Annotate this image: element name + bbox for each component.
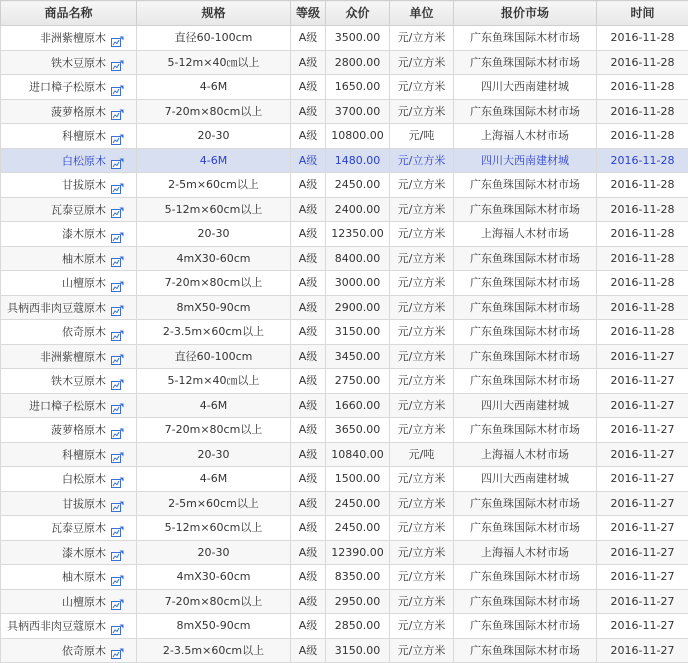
price-cell: 8350.00 — [326, 565, 390, 590]
spec-cell: 4-6M — [137, 467, 291, 492]
market-cell: 广东鱼珠国际木材市场 — [454, 418, 597, 443]
product-name[interactable]: 山檀原木 — [62, 595, 106, 608]
unit-cell: 元/立方米 — [390, 173, 454, 198]
price-cell: 2950.00 — [326, 589, 390, 614]
market-cell: 广东鱼珠国际木材市场 — [454, 638, 597, 663]
market-cell: 广东鱼珠国际木材市场 — [454, 50, 597, 75]
header-price[interactable]: 众价 — [326, 1, 390, 26]
product-name[interactable]: 白松原木 — [62, 473, 106, 486]
product-name[interactable]: 瓦泰豆原木 — [51, 203, 106, 216]
market-cell: 广东鱼珠国际木材市场 — [454, 589, 597, 614]
table-row[interactable] — [1, 565, 688, 590]
grade-cell: A级 — [291, 173, 326, 198]
product-name-cell — [1, 393, 137, 418]
product-name[interactable]: 科檀原木 — [62, 448, 106, 461]
price-cell: 3150.00 — [326, 320, 390, 345]
date-cell: 2016-11-28 — [597, 173, 688, 198]
grade-cell: A级 — [291, 197, 326, 222]
grade-cell: A级 — [291, 75, 326, 100]
date-cell: 2016-11-28 — [597, 295, 688, 320]
spec-cell: 8mX50-90cm — [137, 614, 291, 639]
spec-cell: 7-20m×80cm以上 — [137, 418, 291, 443]
unit-cell: 元/立方米 — [390, 197, 454, 222]
unit-cell: 元/立方米 — [390, 75, 454, 100]
spec-cell: 20-30 — [137, 540, 291, 565]
product-name[interactable]: 进口樟子松原木 — [29, 81, 106, 94]
trend-chart-icon[interactable] — [111, 448, 124, 459]
date-cell: 2016-11-28 — [597, 197, 688, 222]
date-cell: 2016-11-28 — [597, 99, 688, 124]
date-cell: 2016-11-28 — [597, 271, 688, 296]
product-name[interactable]: 白松原木 — [62, 154, 106, 167]
product-name-cell — [1, 148, 137, 173]
table-row[interactable] — [1, 246, 688, 271]
trend-chart-icon[interactable] — [111, 301, 124, 312]
product-name[interactable]: 科檀原木 — [62, 130, 106, 143]
date-cell: 2016-11-28 — [597, 26, 688, 51]
unit-cell: 元/立方米 — [390, 540, 454, 565]
table-row[interactable] — [1, 491, 688, 516]
grade-cell: A级 — [291, 393, 326, 418]
market-cell: 四川大西南建材城 — [454, 75, 597, 100]
product-name-cell — [1, 173, 137, 198]
trend-chart-icon[interactable] — [111, 497, 124, 508]
price-cell: 2450.00 — [326, 491, 390, 516]
unit-cell: 元/吨 — [390, 124, 454, 149]
market-cell: 广东鱼珠国际木材市场 — [454, 173, 597, 198]
price-cell: 2450.00 — [326, 173, 390, 198]
market-cell: 广东鱼珠国际木材市场 — [454, 197, 597, 222]
market-cell: 广东鱼珠国际木材市场 — [454, 26, 597, 51]
grade-cell: A级 — [291, 222, 326, 247]
header-market[interactable]: 报价市场 — [454, 1, 597, 26]
header-spec[interactable]: 规格 — [137, 1, 291, 26]
unit-cell: 元/立方米 — [390, 99, 454, 124]
unit-cell: 元/立方米 — [390, 271, 454, 296]
grade-cell: A级 — [291, 148, 326, 173]
grade-cell: A级 — [291, 418, 326, 443]
product-name-cell — [1, 540, 137, 565]
market-cell: 上海福人木材市场 — [454, 222, 597, 247]
product-name-cell — [1, 516, 137, 541]
unit-cell: 元/立方米 — [390, 295, 454, 320]
date-cell: 2016-11-27 — [597, 393, 688, 418]
trend-chart-icon[interactable] — [111, 154, 124, 165]
product-name-cell — [1, 222, 137, 247]
product-name[interactable]: 铁木豆原木 — [51, 375, 106, 388]
date-cell: 2016-11-27 — [597, 614, 688, 639]
table-row[interactable] — [1, 442, 688, 467]
trend-chart-icon[interactable] — [111, 252, 124, 263]
table-row[interactable] — [1, 393, 688, 418]
spec-cell: 20-30 — [137, 442, 291, 467]
grade-cell: A级 — [291, 26, 326, 51]
grade-cell: A级 — [291, 320, 326, 345]
price-cell: 3650.00 — [326, 418, 390, 443]
grade-cell: A级 — [291, 467, 326, 492]
table-row[interactable] — [1, 418, 688, 443]
unit-cell: 元/立方米 — [390, 565, 454, 590]
header-row — [1, 1, 688, 26]
grade-cell: A级 — [291, 295, 326, 320]
spec-cell: 8mX50-90cm — [137, 295, 291, 320]
grade-cell: A级 — [291, 614, 326, 639]
date-cell: 2016-11-27 — [597, 344, 688, 369]
spec-cell: 5-12m×60cm以上 — [137, 197, 291, 222]
grade-cell: A级 — [291, 491, 326, 516]
unit-cell: 元/立方米 — [390, 589, 454, 614]
table-row[interactable] — [1, 197, 688, 222]
product-name-cell — [1, 246, 137, 271]
unit-cell: 元/吨 — [390, 442, 454, 467]
grade-cell: A级 — [291, 50, 326, 75]
product-name-cell — [1, 320, 137, 345]
spec-cell: 4mX30-60cm — [137, 565, 291, 590]
product-name-cell — [1, 75, 137, 100]
unit-cell: 元/立方米 — [390, 50, 454, 75]
date-cell: 2016-11-28 — [597, 148, 688, 173]
table-row[interactable] — [1, 589, 688, 614]
date-cell: 2016-11-28 — [597, 246, 688, 271]
trend-chart-icon[interactable] — [111, 277, 124, 288]
price-cell: 2850.00 — [326, 614, 390, 639]
product-name-cell — [1, 50, 137, 75]
product-name-cell — [1, 344, 137, 369]
market-cell: 广东鱼珠国际木材市场 — [454, 516, 597, 541]
spec-cell: 7-20m×80cm以上 — [137, 589, 291, 614]
market-cell: 广东鱼珠国际木材市场 — [454, 246, 597, 271]
spec-cell: 2-5m×60cm以上 — [137, 491, 291, 516]
market-cell: 上海福人木材市场 — [454, 442, 597, 467]
date-cell: 2016-11-27 — [597, 589, 688, 614]
unit-cell: 元/立方米 — [390, 369, 454, 394]
unit-cell: 元/立方米 — [390, 26, 454, 51]
price-cell: 10840.00 — [326, 442, 390, 467]
price-cell: 10800.00 — [326, 124, 390, 149]
trend-chart-icon[interactable] — [111, 228, 124, 239]
product-name[interactable]: 柚木原木 — [62, 252, 106, 265]
trend-chart-icon[interactable] — [111, 546, 124, 557]
unit-cell: 元/立方米 — [390, 222, 454, 247]
product-name[interactable]: 依奇原木 — [62, 326, 106, 339]
unit-cell: 元/立方米 — [390, 344, 454, 369]
price-cell: 3700.00 — [326, 99, 390, 124]
product-name[interactable]: 依奇原木 — [62, 644, 106, 657]
price-cell: 3150.00 — [326, 638, 390, 663]
price-cell: 8400.00 — [326, 246, 390, 271]
table-row[interactable] — [1, 222, 688, 247]
spec-cell: 5-12m×40㎝以上 — [137, 50, 291, 75]
unit-cell: 元/立方米 — [390, 491, 454, 516]
table-row[interactable] — [1, 369, 688, 394]
price-cell: 1480.00 — [326, 148, 390, 173]
market-cell: 广东鱼珠国际木材市场 — [454, 344, 597, 369]
product-name-cell — [1, 99, 137, 124]
date-cell: 2016-11-28 — [597, 320, 688, 345]
grade-cell: A级 — [291, 246, 326, 271]
trend-chart-icon[interactable] — [111, 203, 124, 214]
product-name-cell — [1, 418, 137, 443]
product-name[interactable]: 甘拔原木 — [62, 497, 106, 510]
header-product-name[interactable]: 商品名称 — [1, 1, 137, 26]
product-name-cell — [1, 589, 137, 614]
date-cell: 2016-11-28 — [597, 50, 688, 75]
table-row[interactable] — [1, 26, 688, 51]
product-name-cell — [1, 369, 137, 394]
date-cell: 2016-11-28 — [597, 124, 688, 149]
table-row[interactable] — [1, 75, 688, 100]
price-cell: 12350.00 — [326, 222, 390, 247]
spec-cell: 7-20m×80cm以上 — [137, 99, 291, 124]
grade-cell: A级 — [291, 442, 326, 467]
table-row[interactable] — [1, 124, 688, 149]
product-name[interactable]: 漆木原木 — [62, 546, 106, 559]
product-name[interactable]: 柚木原木 — [62, 571, 106, 584]
date-cell: 2016-11-28 — [597, 75, 688, 100]
market-cell: 上海福人木材市场 — [454, 124, 597, 149]
table-row[interactable] — [1, 320, 688, 345]
product-name[interactable]: 非洲紫檀原木 — [40, 32, 106, 45]
spec-cell: 4-6M — [137, 75, 291, 100]
trend-chart-icon[interactable] — [111, 32, 124, 43]
date-cell: 2016-11-27 — [597, 516, 688, 541]
grade-cell: A级 — [291, 565, 326, 590]
trend-chart-icon[interactable] — [111, 595, 124, 606]
date-cell: 2016-11-27 — [597, 540, 688, 565]
trend-chart-icon[interactable] — [111, 105, 124, 116]
product-name-cell — [1, 638, 137, 663]
product-name-cell — [1, 565, 137, 590]
market-cell: 广东鱼珠国际木材市场 — [454, 320, 597, 345]
date-cell: 2016-11-27 — [597, 442, 688, 467]
table-row[interactable] — [1, 540, 688, 565]
trend-chart-icon[interactable] — [111, 399, 124, 410]
product-name[interactable]: 具柄西非肉豆蔻原木 — [7, 301, 106, 314]
market-cell: 广东鱼珠国际木材市场 — [454, 614, 597, 639]
table-row[interactable] — [1, 516, 688, 541]
header-date[interactable]: 时间 — [597, 1, 688, 26]
date-cell: 2016-11-27 — [597, 638, 688, 663]
market-cell: 上海福人木材市场 — [454, 540, 597, 565]
market-cell: 广东鱼珠国际木材市场 — [454, 99, 597, 124]
spec-cell: 4-6M — [137, 148, 291, 173]
product-name[interactable]: 菠萝格原木 — [51, 424, 106, 437]
price-cell: 2400.00 — [326, 197, 390, 222]
market-cell: 四川大西南建材城 — [454, 393, 597, 418]
trend-chart-icon[interactable] — [111, 620, 124, 631]
grade-cell: A级 — [291, 516, 326, 541]
spec-cell: 2-3.5m×60cm以上 — [137, 638, 291, 663]
product-name-cell — [1, 197, 137, 222]
price-cell: 1660.00 — [326, 393, 390, 418]
grade-cell: A级 — [291, 369, 326, 394]
unit-cell: 元/立方米 — [390, 393, 454, 418]
spec-cell: 20-30 — [137, 222, 291, 247]
price-cell: 2900.00 — [326, 295, 390, 320]
product-name[interactable]: 铁木豆原木 — [51, 56, 106, 69]
trend-chart-icon[interactable] — [111, 424, 124, 435]
unit-cell: 元/立方米 — [390, 467, 454, 492]
spec-cell: 4mX30-60cm — [137, 246, 291, 271]
price-cell: 1650.00 — [326, 75, 390, 100]
spec-cell: 直径60-100cm — [137, 344, 291, 369]
table-row[interactable] — [1, 295, 688, 320]
price-cell: 3000.00 — [326, 271, 390, 296]
product-name[interactable]: 山檀原木 — [62, 277, 106, 290]
spec-cell: 5-12m×60cm以上 — [137, 516, 291, 541]
trend-chart-icon[interactable] — [111, 644, 124, 655]
unit-cell: 元/立方米 — [390, 246, 454, 271]
trend-chart-icon[interactable] — [111, 179, 124, 190]
table-row[interactable] — [1, 148, 688, 173]
date-cell: 2016-11-27 — [597, 369, 688, 394]
table-row[interactable] — [1, 99, 688, 124]
product-name[interactable]: 瓦泰豆原木 — [51, 522, 106, 535]
table-row[interactable] — [1, 344, 688, 369]
product-name-cell — [1, 295, 137, 320]
table-row[interactable] — [1, 50, 688, 75]
unit-cell: 元/立方米 — [390, 418, 454, 443]
grade-cell: A级 — [291, 99, 326, 124]
price-cell: 3500.00 — [326, 26, 390, 51]
price-cell: 12390.00 — [326, 540, 390, 565]
unit-cell: 元/立方米 — [390, 516, 454, 541]
product-name[interactable]: 进口樟子松原木 — [29, 399, 106, 412]
grade-cell: A级 — [291, 540, 326, 565]
trend-chart-icon[interactable] — [111, 522, 124, 533]
unit-cell: 元/立方米 — [390, 320, 454, 345]
table-header — [1, 1, 688, 26]
market-cell: 广东鱼珠国际木材市场 — [454, 295, 597, 320]
product-name-cell — [1, 467, 137, 492]
product-name[interactable]: 非洲紫檀原木 — [40, 350, 106, 363]
product-name[interactable]: 甘拔原木 — [62, 179, 106, 192]
date-cell: 2016-11-27 — [597, 565, 688, 590]
trend-chart-icon[interactable] — [111, 473, 124, 484]
market-cell: 四川大西南建材城 — [454, 467, 597, 492]
market-cell: 广东鱼珠国际木材市场 — [454, 491, 597, 516]
table-row[interactable] — [1, 467, 688, 492]
price-cell: 2800.00 — [326, 50, 390, 75]
price-cell: 1500.00 — [326, 467, 390, 492]
trend-chart-icon[interactable] — [111, 350, 124, 361]
table-row[interactable] — [1, 271, 688, 296]
product-name[interactable]: 菠萝格原木 — [51, 105, 106, 118]
trend-chart-icon[interactable] — [111, 56, 124, 67]
product-name-cell — [1, 491, 137, 516]
product-name-cell — [1, 614, 137, 639]
date-cell: 2016-11-27 — [597, 418, 688, 443]
date-cell: 2016-11-28 — [597, 222, 688, 247]
product-name-cell — [1, 271, 137, 296]
table-row[interactable] — [1, 173, 688, 198]
grade-cell: A级 — [291, 589, 326, 614]
market-cell: 广东鱼珠国际木材市场 — [454, 271, 597, 296]
unit-cell: 元/立方米 — [390, 638, 454, 663]
product-name[interactable]: 漆木原木 — [62, 228, 106, 241]
product-name-cell — [1, 442, 137, 467]
spec-cell: 4-6M — [137, 393, 291, 418]
unit-cell: 元/立方米 — [390, 148, 454, 173]
market-cell: 广东鱼珠国际木材市场 — [454, 565, 597, 590]
header-unit[interactable]: 单位 — [390, 1, 454, 26]
product-name[interactable]: 具柄西非肉豆蔻原木 — [7, 620, 106, 633]
price-cell: 2750.00 — [326, 369, 390, 394]
spec-cell: 20-30 — [137, 124, 291, 149]
trend-chart-icon[interactable] — [111, 571, 124, 582]
spec-cell: 7-20m×80cm以上 — [137, 271, 291, 296]
trend-chart-icon[interactable] — [111, 130, 124, 141]
spec-cell: 直径60-100cm — [137, 26, 291, 51]
spec-cell: 5-12m×40㎝以上 — [137, 369, 291, 394]
unit-cell: 元/立方米 — [390, 614, 454, 639]
product-name-cell — [1, 124, 137, 149]
table-body — [1, 26, 688, 663]
date-cell: 2016-11-27 — [597, 491, 688, 516]
product-name-cell — [1, 26, 137, 51]
price-cell: 3450.00 — [326, 344, 390, 369]
grade-cell: A级 — [291, 271, 326, 296]
trend-chart-icon[interactable] — [111, 81, 124, 92]
price-cell: 2450.00 — [326, 516, 390, 541]
grade-cell: A级 — [291, 638, 326, 663]
header-grade[interactable]: 等级 — [291, 1, 326, 26]
spec-cell: 2-5m×60cm以上 — [137, 173, 291, 198]
trend-chart-icon[interactable] — [111, 375, 124, 386]
grade-cell: A级 — [291, 124, 326, 149]
spec-cell: 2-3.5m×60cm以上 — [137, 320, 291, 345]
date-cell: 2016-11-27 — [597, 467, 688, 492]
trend-chart-icon[interactable] — [111, 326, 124, 337]
table-row[interactable] — [1, 638, 688, 663]
market-cell: 四川大西南建材城 — [454, 148, 597, 173]
market-cell: 广东鱼珠国际木材市场 — [454, 369, 597, 394]
table-row[interactable] — [1, 614, 688, 639]
grade-cell: A级 — [291, 344, 326, 369]
